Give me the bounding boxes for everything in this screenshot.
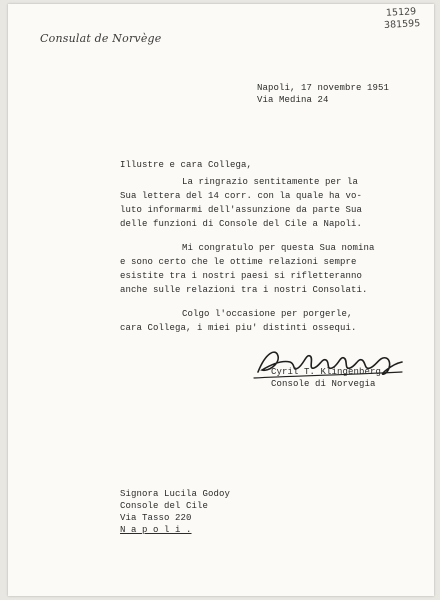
body-line: Sua lettera del 14 corr. con la quale ha vo- [120, 191, 363, 201]
body-line: Colgo l'occasione per porgerle, [182, 309, 353, 319]
archive-number-1: 15129 [385, 6, 417, 19]
body-line: anche sulle relazioni tra i nostri Consolati. [120, 285, 368, 295]
body-line: e sono certo che le ottime relazioni sempre [120, 257, 357, 267]
body-line: Mi congratulo per questa Sua nomina [182, 243, 375, 253]
body-line: luto informarmi dell'assunzione da parte Sua [120, 205, 363, 215]
recipient-city: N a p o l i . [120, 525, 192, 535]
address-line: Via Medina 24 [257, 95, 329, 105]
body-line: esistite tra i nostri paesi si rifletteranno [120, 271, 363, 281]
salutation: Illustre e cara Collega, [120, 160, 253, 170]
recipient-title: Console del Cile [120, 501, 209, 511]
letterhead: Consulat de Norvège [40, 32, 162, 45]
signer-name: Cyril T. Klingenberg [271, 367, 382, 377]
signer-title: Console di Norvegia [271, 379, 376, 389]
body-line: La ringrazio sentitamente per la [182, 177, 359, 187]
archive-number-2: 381595 [383, 18, 421, 31]
recipient-street: Via Tasso 220 [120, 513, 192, 523]
recipient-name: Signora Lucila Godoy [120, 489, 231, 499]
body-line: cara Collega, i miei piu' distinti ossequi. [120, 323, 357, 333]
letter-page [8, 4, 434, 596]
body-line: delle funzioni di Console del Cile a Napoli. [120, 219, 363, 229]
date-line: Napoli, 17 novembre 1951 [257, 83, 390, 93]
